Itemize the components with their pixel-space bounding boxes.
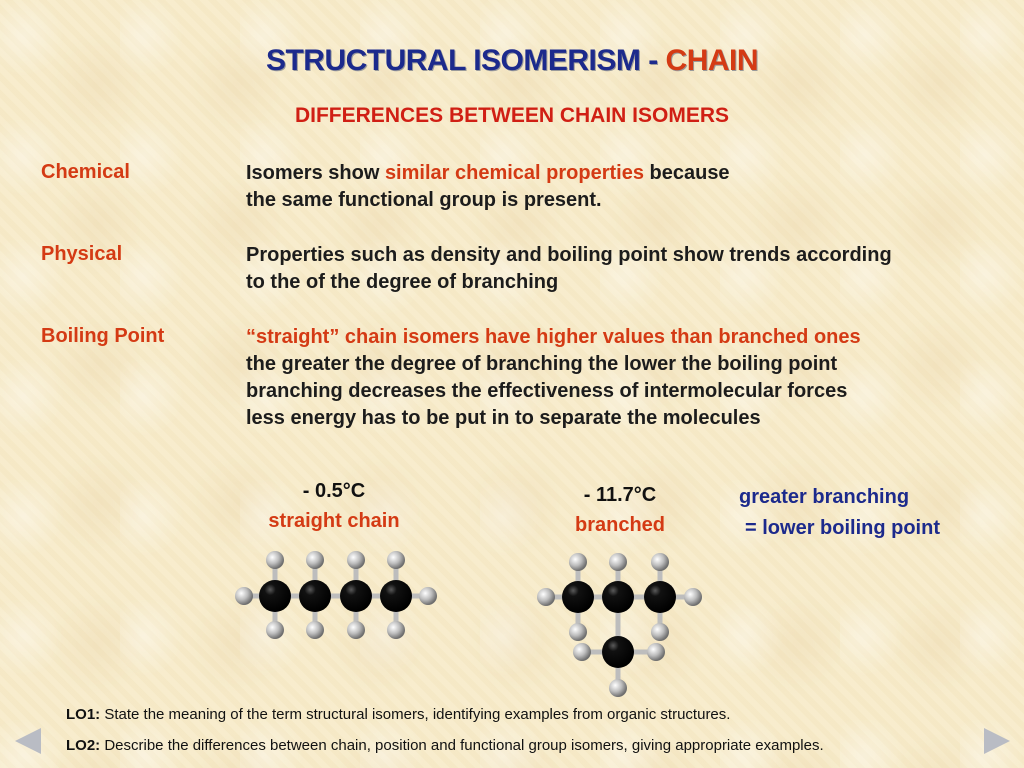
hydrogen-atom bbox=[573, 643, 591, 661]
label-physical: Physical bbox=[41, 243, 123, 265]
boiling-line-3: branching decreases the effectiveness of intermolecular forces bbox=[246, 380, 848, 402]
label-chemical: Chemical bbox=[41, 161, 130, 183]
lo1-text: State the meaning of the term structural isomers, identifying examples from organic structures. bbox=[100, 706, 731, 723]
title-main: STRUCTURAL ISOMERISM - bbox=[265, 44, 666, 77]
carbon-atom bbox=[299, 580, 331, 612]
carbon-atom bbox=[380, 580, 412, 612]
hydrogen-atom bbox=[306, 621, 324, 639]
hydrogen-atom bbox=[266, 621, 284, 639]
chemical-line-1b: because bbox=[643, 162, 730, 184]
lo2-text: Describe the differences between chain, position and functional group isomers, giving appropriate examples. bbox=[100, 737, 824, 754]
physical-line-2: to the of the degree of branching bbox=[246, 271, 559, 293]
hydrogen-atom bbox=[347, 551, 365, 569]
caption-branched: branched bbox=[574, 514, 666, 536]
chemical-line-2: the same functional group is present. bbox=[246, 189, 602, 211]
temp-straight: - 0.5°C bbox=[302, 480, 366, 502]
temp-branched: - 11.7°C bbox=[583, 484, 657, 506]
boiling-line-1: “straight” chain isomers have higher values than branched ones bbox=[246, 326, 861, 348]
boiling-line-4: less energy has to be put in to separate the molecules bbox=[246, 407, 761, 429]
title-highlight: CHAIN bbox=[665, 44, 759, 77]
hydrogen-atom bbox=[347, 621, 365, 639]
hydrogen-atom bbox=[609, 553, 627, 571]
hydrogen-atom bbox=[647, 643, 665, 661]
hydrogen-atom bbox=[569, 623, 587, 641]
physical-line-1: Properties such as density and boiling point show trends according bbox=[246, 244, 892, 266]
carbon-atom bbox=[562, 581, 594, 613]
hydrogen-atom bbox=[569, 553, 587, 571]
carbon-atom bbox=[602, 636, 634, 668]
hydrogen-atom bbox=[651, 623, 669, 641]
hydrogen-atom bbox=[537, 588, 555, 606]
carbon-atom bbox=[602, 581, 634, 613]
hydrogen-atom bbox=[306, 551, 324, 569]
chemical-emphasis: similar chemical properties bbox=[384, 162, 644, 184]
hydrogen-atom bbox=[387, 621, 405, 639]
lo2-tag: LO2: bbox=[66, 737, 101, 754]
slide-subtitle: DIFFERENCES BETWEEN CHAIN ISOMERS bbox=[294, 104, 730, 127]
carbon-atom bbox=[644, 581, 676, 613]
hydrogen-atom bbox=[387, 551, 405, 569]
next-slide-button[interactable] bbox=[984, 728, 1010, 754]
straight-chain-molecule bbox=[235, 551, 437, 639]
prev-slide-button[interactable] bbox=[15, 728, 41, 754]
note-greater-branching: greater branching bbox=[739, 486, 910, 508]
note-lower-boiling: = lower boiling point bbox=[745, 517, 940, 539]
branched-molecule bbox=[537, 553, 702, 697]
chemical-line-1a: Isomers show bbox=[246, 162, 385, 184]
hydrogen-atom bbox=[419, 587, 437, 605]
carbon-atom bbox=[259, 580, 291, 612]
boiling-line-2: the greater the degree of branching the lower the boiling point bbox=[246, 353, 838, 375]
hydrogen-atom bbox=[651, 553, 669, 571]
lo1-tag: LO1: bbox=[66, 706, 101, 723]
label-boiling-point: Boiling Point bbox=[41, 325, 165, 347]
learning-objective-2 bbox=[66, 737, 824, 754]
hydrogen-atom bbox=[266, 551, 284, 569]
learning-objective-1 bbox=[66, 706, 730, 723]
caption-straight: straight chain bbox=[268, 510, 400, 532]
hydrogen-atom bbox=[609, 679, 627, 697]
hydrogen-atom bbox=[235, 587, 253, 605]
hydrogen-atom bbox=[684, 588, 702, 606]
carbon-atom bbox=[340, 580, 372, 612]
